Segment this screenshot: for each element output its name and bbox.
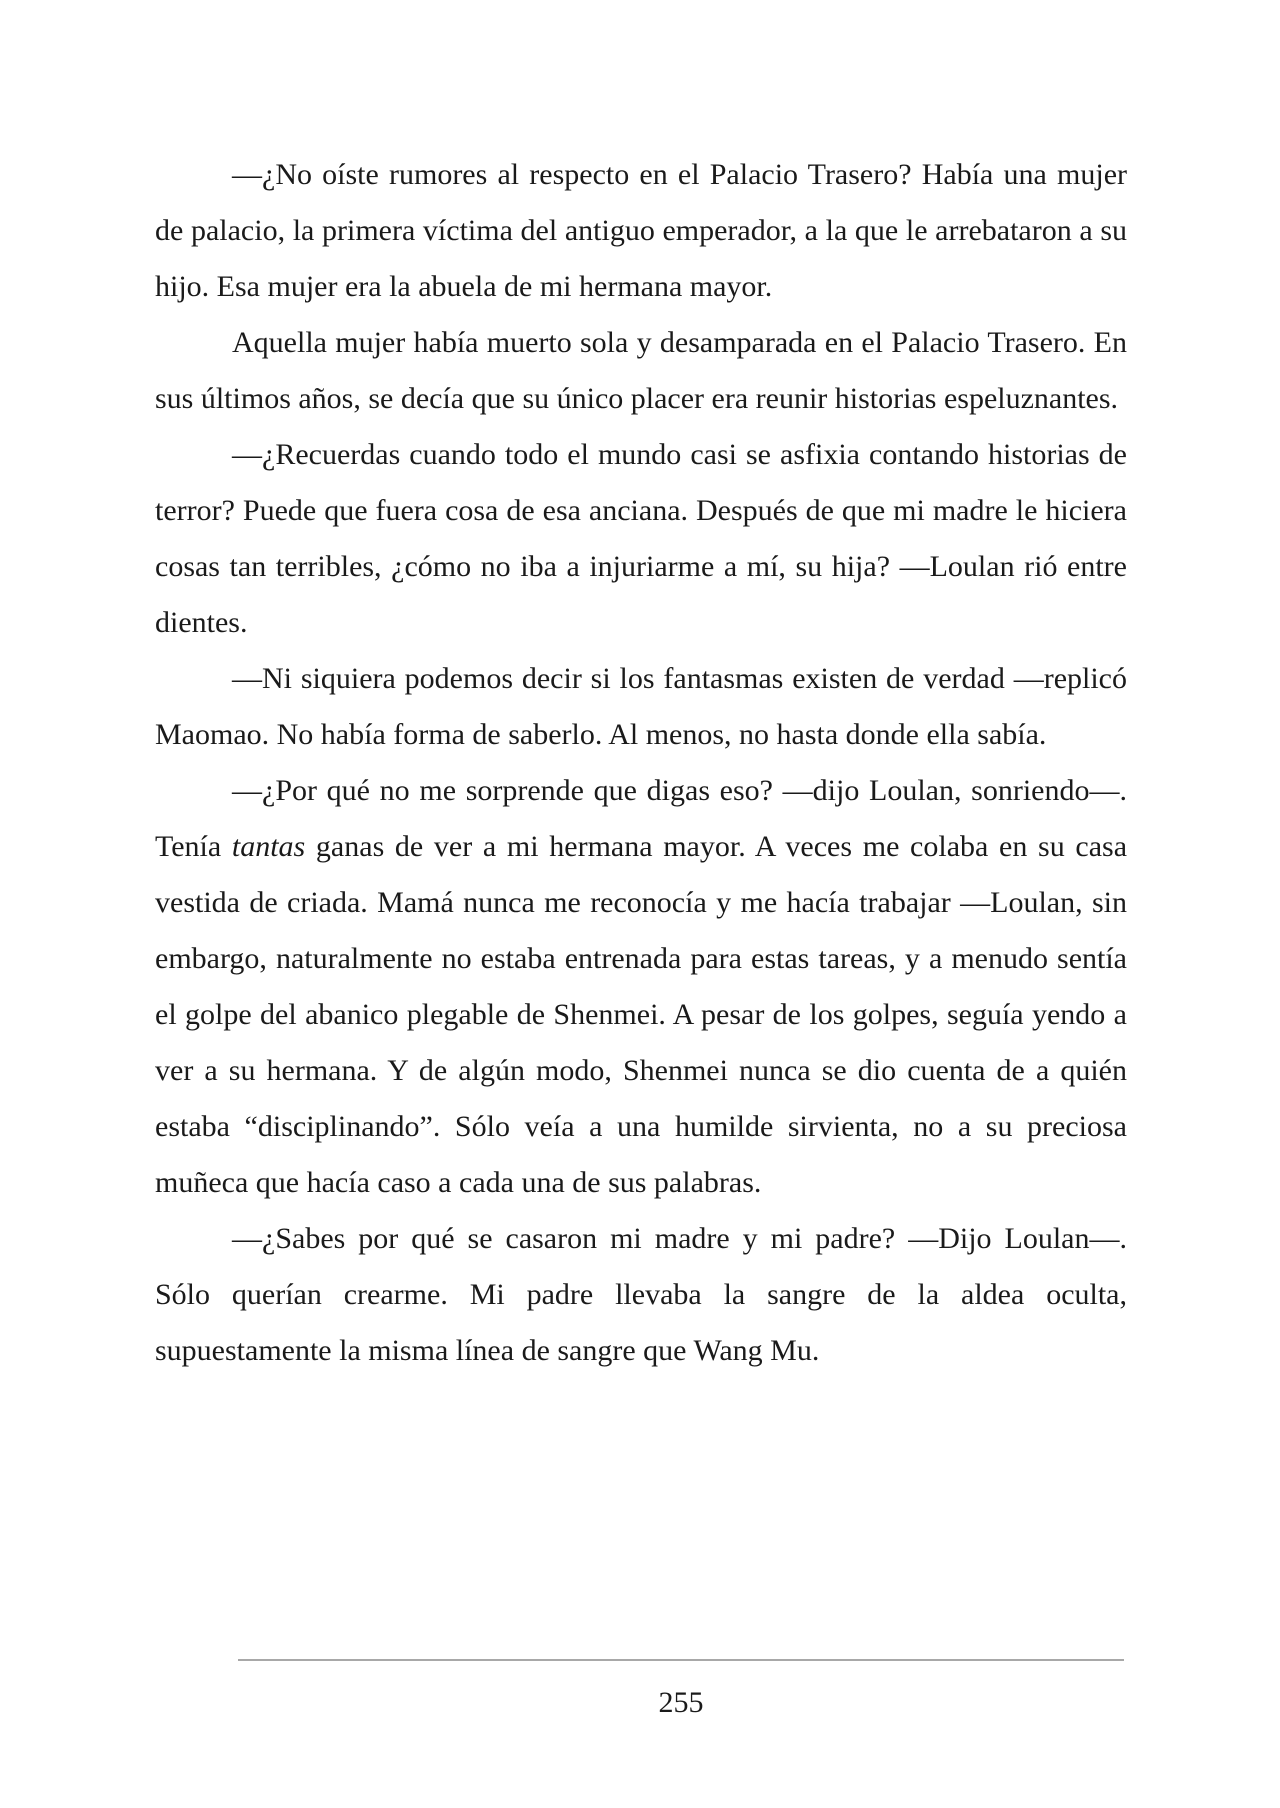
paragraph: —¿Sabes por qué se casaron mi madre y mi padre? —Dijo Loulan—. Sólo querían crearme. Mi padre llevaba la sangre de la aldea oculta, supuestamente la misma línea de sangre que Wang Mu.	[155, 1222, 1127, 1367]
page-number: 255	[658, 1686, 704, 1719]
footer-divider	[238, 1659, 1124, 1661]
paragraph: Aquella mujer había muerto sola y desamparada en el Palacio Trasero. En sus últimos años, se decía que su único placer era reunir historias espeluznantes.	[155, 326, 1127, 415]
paragraph: —Ni siquiera podemos decir si los fantasmas existen de verdad —replicó Maomao. No había forma de saberlo. Al menos, no hasta donde ella sabía.	[155, 662, 1127, 751]
body-text	[155, 147, 1127, 1379]
paragraph: —¿No oíste rumores al respecto en el Palacio Trasero? Había una mujer de palacio, la primera víctima del antiguo emperador, a la que le arrebataron a su hijo. Esa mujer era la abuela de mi hermana mayor.	[155, 158, 1127, 303]
paragraph-text: —¿Por qué no me sorprende que digas eso? —dijo Loulan, sonriendo—. Tenía	[155, 774, 1127, 863]
paragraph	[155, 763, 1127, 1211]
paragraph: —¿Recuerdas cuando todo el mundo casi se asfixia contando historias de terror? Puede que fuera cosa de esa anciana. Después de que mi madre le hiciera cosas tan terribles, ¿cómo no iba a injuriarme a mí, su hija? —Loulan rió entre dientes.	[155, 438, 1127, 639]
paragraph-text: ganas de ver a mi hermana mayor. A veces me colaba en su casa vestida de criada. Mamá nunca me reconocía y me hacía trabajar —Loulan, sin embargo, naturalmente no estaba entrenada para estas tareas, y a menudo sentía el golpe del abanico plegable de Shenmei. A pesar de los golpes, seguía yendo a ver a su hermana. Y de algún modo, Shenmei nunca se dio cuenta de a quién estaba “disciplinando”. Sólo veía a una humilde sirvienta, no a su preciosa muñeca que hacía caso a cada una de sus palabras.	[155, 830, 1128, 1199]
emphasized-word: tantas	[231, 830, 306, 863]
